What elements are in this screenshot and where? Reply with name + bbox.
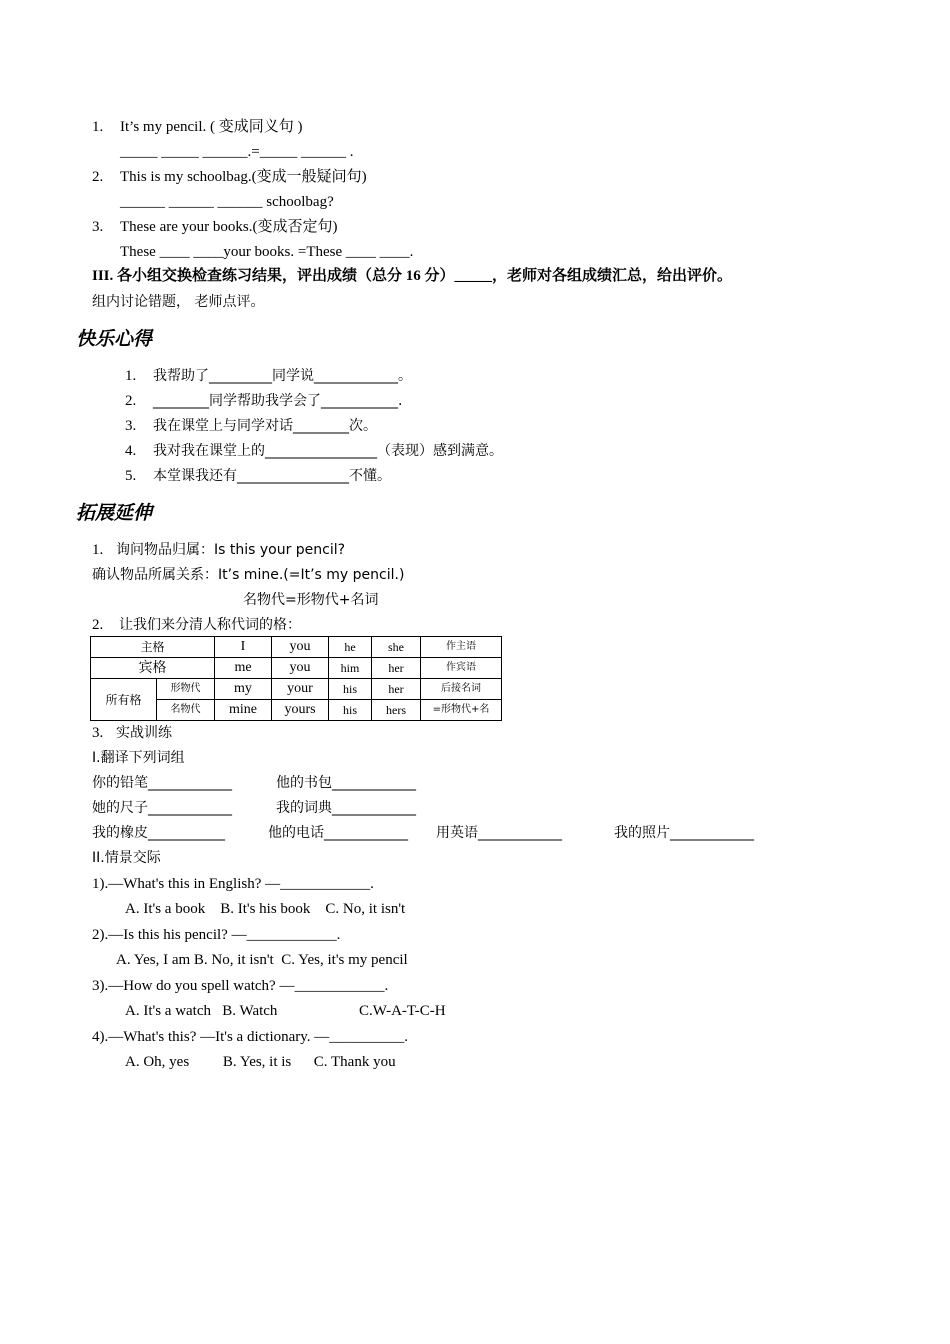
extend-number-2: 2. (92, 617, 104, 633)
happy-number-2: 2. (125, 393, 137, 409)
exercise-q3: These are your books.(变成否定句) (120, 219, 338, 235)
table-cell: she (372, 637, 421, 658)
exercise-number-1: 1. (92, 119, 104, 135)
situation-a1: A. It's a book B. It's his book C. No, it isn't (125, 901, 406, 917)
happy-number-4: 4. (125, 443, 137, 459)
table-note: 后接名词 (421, 679, 502, 700)
extend-line-3: 名物代=形物代+名词 (243, 592, 379, 608)
extend-line-1: 询问物品归属：Is this your pencil? (116, 542, 346, 558)
practice-title: 实战训练 (116, 725, 172, 741)
practice-p1a: 你的铅笔____________ (92, 775, 232, 791)
happy-number-1: 1. (125, 368, 137, 384)
situation-q2: 2).—Is this his pencil? —____________. (92, 927, 341, 943)
table-row (91, 637, 502, 658)
table-cell: yours (272, 700, 329, 721)
table-row-label: 主格 (91, 637, 215, 658)
table-cell: my (215, 679, 272, 700)
table-cell: him (329, 658, 372, 679)
table-cell: her (372, 658, 421, 679)
happy-item-2: ________同学帮助我学会了___________. (153, 393, 403, 409)
extend-line-4: 让我们来分清人称代词的格： (119, 617, 301, 633)
situation-a2: A. Yes, I am B. No, it isn't C. Yes, it's my pencil (116, 952, 408, 968)
table-cell: her (372, 679, 421, 700)
table-sub-label: 形物代 (157, 679, 215, 700)
table-cell: his (329, 700, 372, 721)
practice-p2a: 她的尺子____________ (92, 800, 232, 816)
situation-q3: 3).—How do you spell watch? —____________. (92, 978, 389, 994)
happy-item-4: 我对我在课堂上的________________（表现）感到满意。 (153, 443, 503, 459)
table-cell: you (272, 658, 329, 679)
practice-p3c: 用英语____________ (436, 825, 562, 841)
happy-item-5: 本堂课我还有________________不懂。 (153, 468, 391, 484)
table-cell: I (215, 637, 272, 658)
exercise-number-2: 2. (92, 169, 104, 185)
situation-a3-c: C.W-A-T-C-H (359, 1003, 446, 1019)
table-note: =形物代+名 (421, 700, 502, 721)
exercise-q1: It’s my pencil. ( 变成同义句 ) (120, 119, 303, 135)
practice-p3b: 他的电话____________ (268, 825, 408, 841)
table-cell: mine (215, 700, 272, 721)
exercise-q2: This is my schoolbag.(变成一般疑问句) (120, 169, 367, 185)
exercise-q2-blank: ______ ______ ______ schoolbag? (120, 194, 334, 210)
table-cell: your (272, 679, 329, 700)
practice-p1b: 他的书包____________ (276, 775, 416, 791)
practice-p3a: 我的橡皮___________ (92, 825, 225, 841)
situation-a3: A. It's a watch B. Watch (125, 1003, 278, 1019)
extend-line-2: 确认物品所属关系：It’s mine.(=It’s my pencil.) (92, 567, 405, 583)
practice-ii-title: II.情景交际 (92, 850, 161, 866)
happy-item-1: 我帮助了_________同学说____________。 (153, 368, 412, 384)
pronoun-table (90, 636, 502, 721)
situation-a4: A. Oh, yes B. Yes, it is C. Thank you (125, 1054, 396, 1070)
exercise-q1-blank: _____ _____ ______.=_____ ______ . (120, 144, 354, 160)
table-row (91, 679, 502, 700)
happy-number-5: 5. (125, 468, 137, 484)
extend-heading: 拓展延伸 (76, 502, 153, 524)
practice-p2b: 我的词典____________ (276, 800, 416, 816)
practice-number-3: 3. (92, 725, 104, 741)
situation-q4: 4).—What's this? —It's a dictionary. —__________. (92, 1029, 409, 1045)
table-cell: hers (372, 700, 421, 721)
table-cell: his (329, 679, 372, 700)
happy-number-3: 3. (125, 418, 137, 434)
table-note: 作宾语 (421, 658, 502, 679)
extend-number-1: 1. (92, 542, 104, 558)
section3-title: III. 各小组交换检查练习结果，评出成绩（总分 16 分）_____，老师对各组成绩汇总，给出评价。 (92, 268, 733, 284)
section3-note: 组内讨论错题， 老师点评。 (92, 294, 265, 310)
table-cell: me (215, 658, 272, 679)
happy-heading: 快乐心得 (76, 328, 153, 350)
exercise-q3-blank: These ____ ____your books. =These ____ ____. (120, 244, 414, 260)
table-note: 作主语 (421, 637, 502, 658)
table-cell: he (329, 637, 372, 658)
happy-item-3: 我在课堂上与同学对话________次。 (153, 418, 377, 434)
situation-q1: 1).—What's this in English? —____________. (92, 876, 374, 892)
table-row (91, 658, 502, 679)
exercise-number-3: 3. (92, 219, 104, 235)
table-row-label: 所有格 (91, 679, 157, 721)
table-row-label: 宾格 (91, 658, 215, 679)
table-cell: you (272, 637, 329, 658)
practice-p3d: 我的照片____________ (614, 825, 754, 841)
table-sub-label: 名物代 (157, 700, 215, 721)
practice-i-title: I.翻译下列词组 (92, 750, 185, 766)
